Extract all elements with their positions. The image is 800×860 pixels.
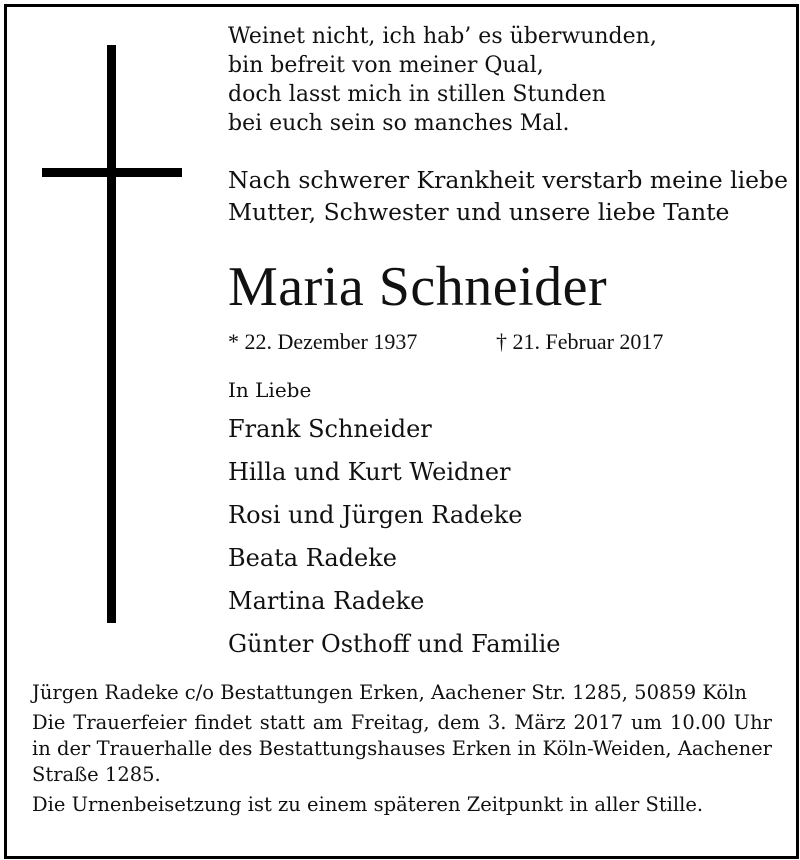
mourners-heading: In Liebe [228,378,312,402]
life-dates [228,328,664,356]
death-date: † 21. Februar 2017 [496,329,664,354]
footer [32,680,772,818]
mourner-name: Rosi und Jürgen Radeke [228,501,523,529]
poem-line: bei euch sein so manches Mal. [228,111,570,136]
poem [228,22,657,138]
ceremony-info: Die Trauerfeier findet statt am Freitag, dem 3. März 2017 um 10.00 Uhr in der Trauerhalle des Bestattungshauses Erken in Köln-Weiden, Aachener Straße 1285. [32,711,772,786]
mourner-name: Beata Radeke [228,544,397,572]
cross-horizontal-bar [42,168,182,177]
intro-line: Mutter, Schwester und unsere liebe Tante [228,198,730,226]
intro-line: Nach schwerer Krankheit verstarb meine liebe [228,166,788,194]
poem-line: bin befreit von meiner Qual, [228,53,544,78]
poem-line: Weinet nicht, ich hab’ es überwunden, [228,24,657,49]
mourner-name: Günter Osthoff und Familie [228,630,561,658]
mourner-name: Hilla und Kurt Weidner [228,458,511,486]
birth-date: * 22. Dezember 1937 [228,329,418,354]
mourner-name: Frank Schneider [228,415,432,443]
intro-text [228,164,788,228]
mourner-name: Martina Radeke [228,587,425,615]
burial-info: Die Urnenbeisetzung ist zu einem späteren Zeitpunkt in aller Stille. [32,793,704,816]
cross-vertical-bar [107,45,116,623]
contact-address: Jürgen Radeke c/o Bestattungen Erken, Aachener Str. 1285, 50859 Köln [32,681,747,704]
poem-line: doch lasst mich in stillen Stunden [228,82,606,107]
mourners-list [228,408,560,666]
deceased-name: Maria Schneider [228,256,608,318]
